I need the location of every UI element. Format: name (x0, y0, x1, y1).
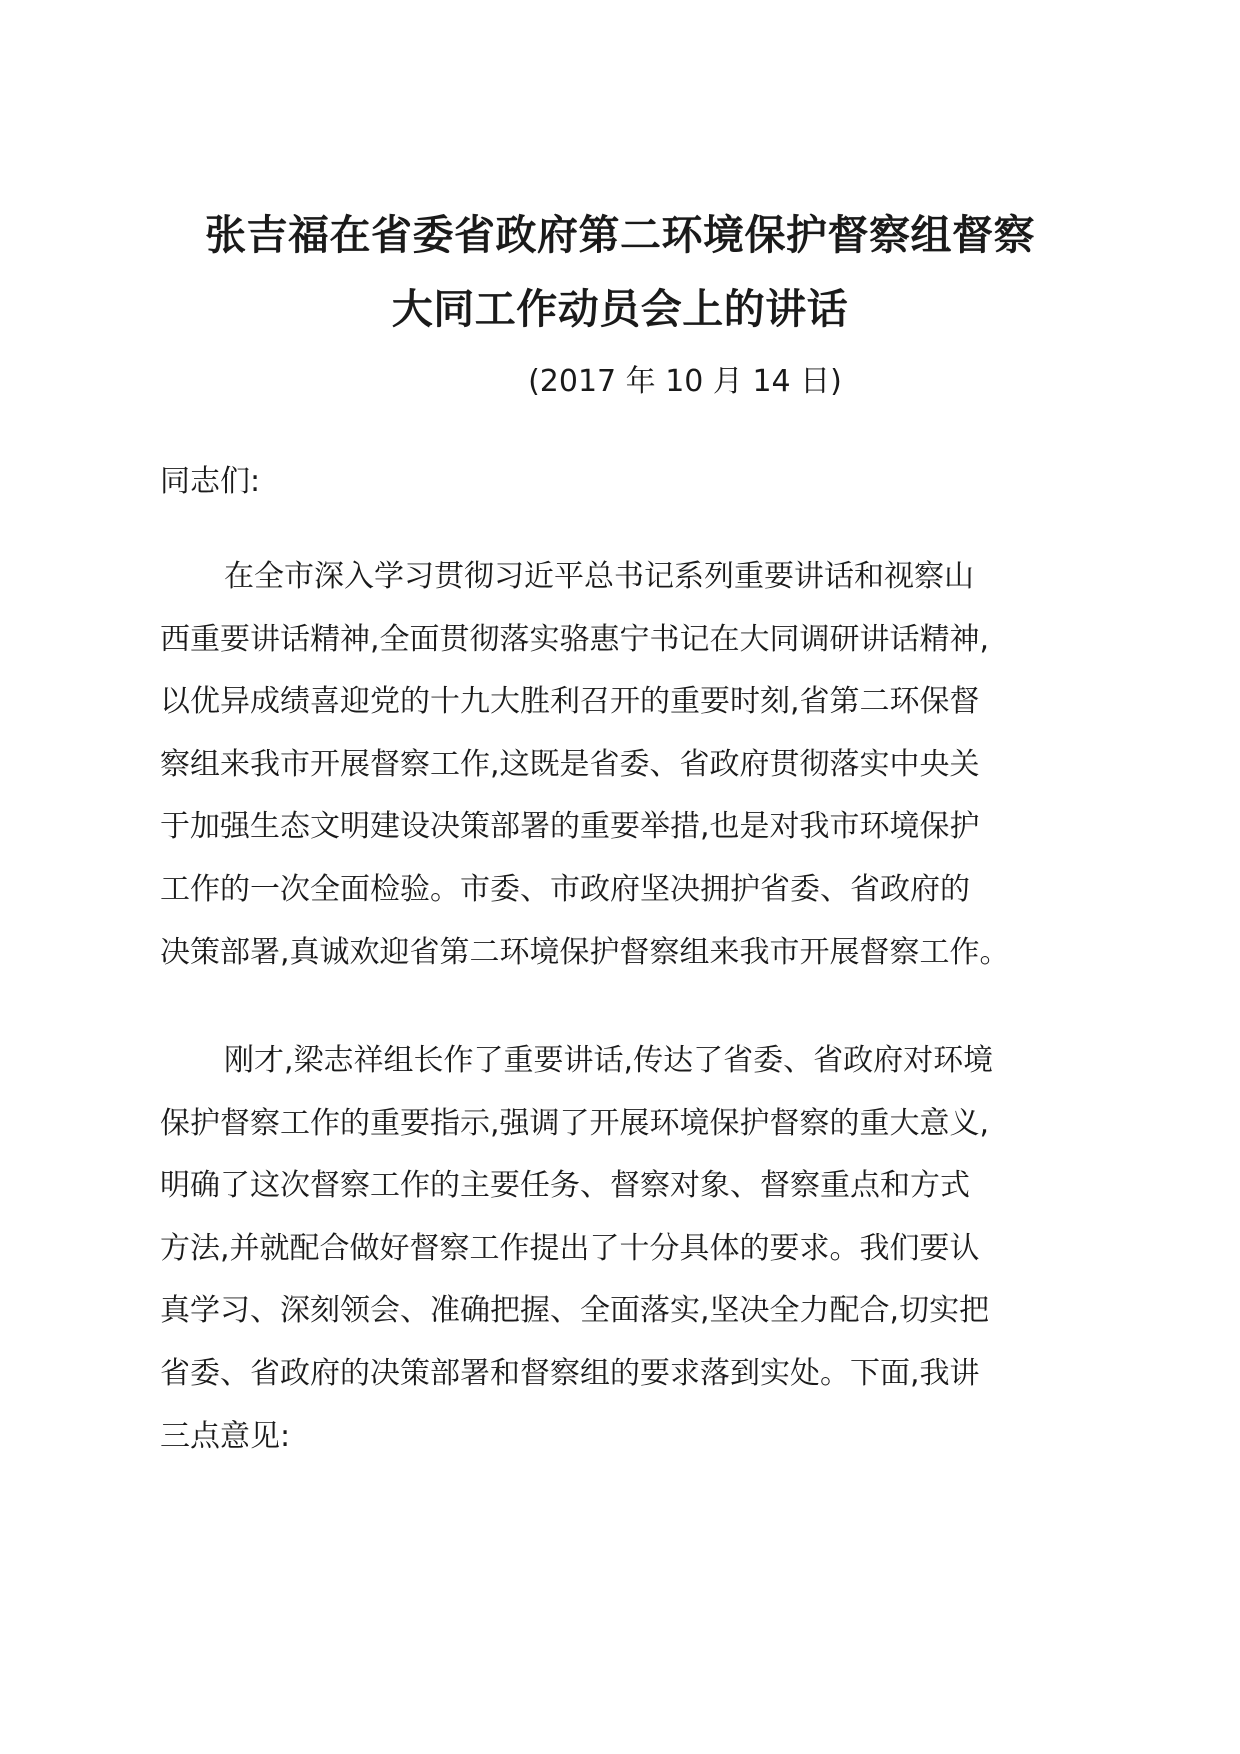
paragraph-line: 以优异成绩喜迎党的十九大胜利召开的重要时刻,省第二环保督 (160, 684, 980, 720)
paragraph-line: 刚才,梁志祥组长作了重要讲话,传达了省委、省政府对环境 (224, 1043, 994, 1078)
greeting: 同志们: (160, 464, 261, 499)
paragraph-line: 明确了这次督察工作的主要任务、督察对象、督察重点和方式 (160, 1168, 970, 1204)
paragraph-line: 西重要讲话精神,全面贯彻落实骆惠宁书记在大同调研讲话精神, (160, 621, 990, 657)
paragraph-line: 于加强生态文明建设决策部署的重要举措,也是对我市环境保护 (160, 809, 980, 845)
page-title (150, 198, 1090, 346)
speech-date: (2017 年 10 月 14 日) (528, 364, 842, 399)
paragraph-line: 工作的一次全面检验。市委、市政府坚决拥护省委、省政府的 (160, 871, 970, 907)
paragraph-line: 省委、省政府的决策部署和督察组的要求落到实处。下面,我讲 (160, 1355, 980, 1391)
title-line-1: 张吉福在省委省政府第二环境保护督察组督察 (205, 211, 1035, 259)
paragraph-line: 决策部署,真诚欢迎省第二环境保护督察组来我市开展督察工作。 (160, 934, 1010, 970)
title-line-2: 大同工作动员会上的讲话 (391, 285, 849, 333)
paragraph-line: 三点意见: (160, 1418, 291, 1454)
paragraph-line: 察组来我市开展督察工作,这既是省委、省政府贯彻落实中央关 (160, 746, 980, 782)
paragraph-line: 方法,并就配合做好督察工作提出了十分具体的要求。我们要认 (160, 1230, 980, 1266)
paragraph-1 (160, 546, 1090, 984)
paragraph-2 (160, 1030, 1090, 1468)
paragraph-line: 在全市深入学习贯彻习近平总书记系列重要讲话和视察山 (224, 559, 974, 594)
paragraph-line: 保护督察工作的重要指示,强调了开展环境保护督察的重大意义, (160, 1105, 990, 1141)
paragraph-line: 真学习、深刻领会、准确把握、全面落实,坚决全力配合,切实把 (160, 1293, 990, 1329)
